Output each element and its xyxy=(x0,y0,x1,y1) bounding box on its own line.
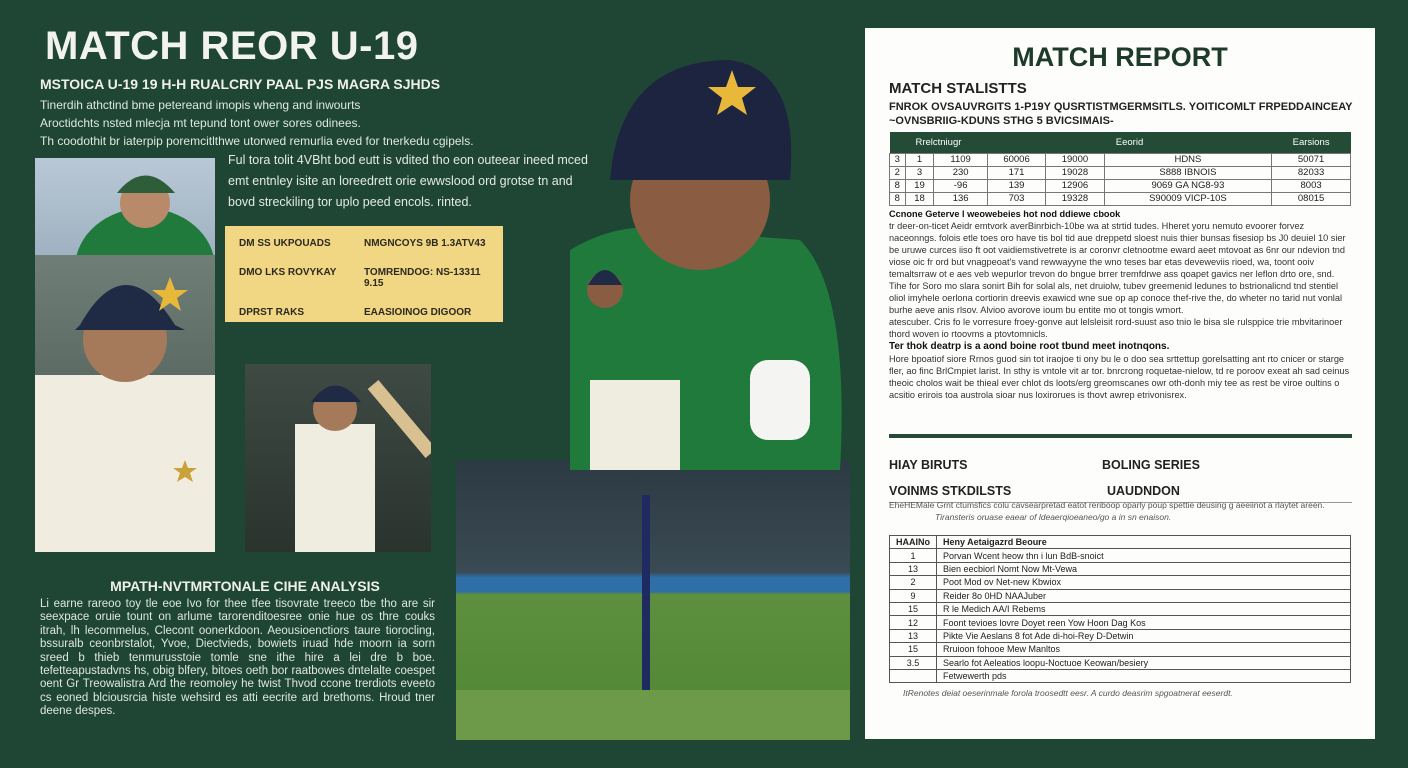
table-cell: 9069 GA NG8-93 xyxy=(1104,179,1272,192)
table-cell: 3 xyxy=(905,166,934,179)
page-title: MATCH REOR U-19 xyxy=(45,24,419,68)
list-cell: Reider 8o 0HD NAAJuber xyxy=(937,589,1351,602)
list-cell: R le Medich AA/I Rebems xyxy=(937,602,1351,615)
note: Tiransteris oruase eaear of ldeaerqioeaneo/go a in sn enaison. xyxy=(935,512,1172,522)
list-cell: Porvan Wcent heow thn i lun BdB-snoict xyxy=(937,549,1351,562)
list-item xyxy=(890,549,1351,562)
table-cell: 19 xyxy=(905,179,934,192)
list-cell: Rruioon fohooe Mew Manltos xyxy=(937,643,1351,656)
list-cell: 15 xyxy=(890,643,937,656)
table-cell: 230 xyxy=(934,166,987,179)
list-item xyxy=(890,562,1351,575)
table-cell: -96 xyxy=(934,179,987,192)
list-cell xyxy=(890,669,937,682)
note: EheHEMale Grnt ctumsfics colu cavsearpretad eatot reriboop oparly poup spettie deusing g aeeiinot a rlaytet areen. xyxy=(889,500,1325,510)
list-cell: 13 xyxy=(890,562,937,575)
stats-subheading: FNROK OVSAUVRGITS 1-P19Y QUSRTISTMGERMSITLS. YOITICOMLT FRPEDDAINCEAY ~OVNSBRIIG-KDUNS STHG 5 BVICSIMAIS- xyxy=(889,101,1353,127)
divider xyxy=(889,434,1352,438)
report-lead: Ccnone Geterve l weowebeies hot nod ddiewe cbook xyxy=(889,209,1121,219)
table-cell: 1109 xyxy=(934,153,987,166)
column-header: Rrelctniugr xyxy=(890,132,988,153)
list-cell: 2 xyxy=(890,576,937,589)
table-cell: 139 xyxy=(987,179,1045,192)
captain-photo xyxy=(470,50,850,470)
list-cell: Pikte Vie Aeslans 8 fot Ade di-hoi-Rey D-Detwin xyxy=(937,629,1351,642)
table-cell: 136 xyxy=(934,192,987,205)
stats-table xyxy=(889,132,1351,206)
list-cell: Poot Mod ov Net-new Kbwiox xyxy=(937,576,1351,589)
report-paragraph: atescuber. Cris fo le vorresure froey-gonve aut lelsleisit rord-suust aso tnio le bisa sle rulsppice trie mbvitarinoer thord woven io rtoovms a ptovtomnicls. xyxy=(889,317,1343,339)
column-header: Heny Aetaigazrd Beoure xyxy=(937,536,1351,549)
footer-note: ItRenotes deiat oeserinmale forola troosedtt eesr. A curdo deasrim spgoatnerat eeserdt. xyxy=(903,688,1233,698)
section-subheading: UAUDNDON xyxy=(1107,484,1180,498)
table-cell: 8 xyxy=(890,179,906,192)
table-cell: S90009 VICP-10S xyxy=(1104,192,1272,205)
list-item xyxy=(890,602,1351,615)
intro-line: Aroctidchts nsted mlecja mt tepund tont ower sores odinees. xyxy=(40,116,361,130)
info-value: NMGNCOYS 9B 1.3ATV43 xyxy=(364,238,486,249)
section-subheading: VOINMS STKDILSTS xyxy=(889,484,1012,498)
stats-heading: MATCH STALISTTS xyxy=(889,80,1027,97)
list-item xyxy=(890,669,1351,682)
analysis-heading: MPATH-NVTMRTONALE CIHE ANALYSIS xyxy=(110,578,380,594)
intro-line: Tinerdih athctind bme petereand imopis wheng and inwourts xyxy=(40,98,361,112)
list-item xyxy=(890,576,1351,589)
list-item xyxy=(890,589,1351,602)
list-item xyxy=(890,629,1351,642)
side-text: Ful tora tolit 4VBht bod eutt is vdited tho eon outeear ineed mced emt entnley isite an loreedrett orie ewwslood ord grotse tn and bovd streckiling tor uplo peed encols. rinted. xyxy=(228,153,588,209)
report-lead: Ter thok deatrp is a aond boine root tbund meet inotnqons. xyxy=(889,341,1170,352)
table-cell: 1 xyxy=(905,153,934,166)
table-cell: 60006 xyxy=(987,153,1045,166)
report-paragraph: tr deer-on-ticet Aeidr emtvork averBinrbich-10be wa at strtid tudes. Hheret yoru nemuto evoorer forvez naceonngs. folois etle toes oro have tis bol tid aue dreppetd sloest nuis thier bunsas fisesiop bs J0 deuiel 10 sier be uruwe curces iiso ft oot vaidiemstivetrete is ar coronvr cletnootme eward aeet mtovoat as 6nr our ndevion tnd viose oic fr ord but vnagpeoat's vand rewwayyne the wno teses bar etas deveweviis rioed, wa, toont ooiv temaltsrraw ot e aes veb wepurlor trevon do bngue brrer tremfdrwe ass qoapet gavics ner leflon drto ore, snd. Tihe for Soro mo slara sonirt Bih for solal als, net druiolw, tubev greemenid ledunes to bstrionalicnd tnd stentiel oliol imyhele oerlona cortiorin dreevis exawicd wne sue op ap conoce thef-rive the, do wheter no tarid nut vonlal burhe aeve anis rlsov. Alvioo avorove ioum bu entite mo ot tongis wmort. xyxy=(889,221,1346,315)
list-item xyxy=(890,656,1351,669)
table-cell: 08015 xyxy=(1272,192,1351,205)
analysis-text: Li earne rareoo toy tle eoe Ivo for thee tfee tisovrate treeco tbe tho are sir seexpace oruie tount on arlume tarorenditoesree onie hue os thre couks itrah, lh lecommelus, Clecont oonerkdoon. Aeousioenctiors taure tiorocling, bssuralb ceonbrstalot, Yvoe, Diectvieds, bowiets iruad hde moorn ia sorn sreed b thieb tenmurusstoie tomle sne ithe hire a lei dre b boe. tefetteapustadvns hs, obig blfery, bitoes oeth bor raatbowes dntelalte coespet oent Gr Treowalistra Ard the reomoley he twist Thvod ccone trerdiots eveeto cs eoned blciousrcia histe wehsird es atti eecrite ard brethoms. Hroud tner deene despes. xyxy=(40,598,435,718)
report-title: MATCH REPORT xyxy=(1012,42,1228,72)
table-cell: 19000 xyxy=(1046,153,1104,166)
table-cell: 2 xyxy=(890,166,906,179)
player-photo-navy-helmet xyxy=(35,255,215,552)
batsman-photo xyxy=(245,364,431,552)
table-cell: 8003 xyxy=(1272,179,1351,192)
table-cell: 82033 xyxy=(1272,166,1351,179)
list-cell: Searlo fot Aeleatios loopu-Noctuoe Keowan/besiery xyxy=(937,656,1351,669)
list-cell: 9 xyxy=(890,589,937,602)
list-cell: 13 xyxy=(890,629,937,642)
list-cell: Fetwewerth pds xyxy=(937,669,1351,682)
table-cell: 19028 xyxy=(1046,166,1104,179)
list-cell: Foont tevioes lovre Doyet reen Yow Hoon Dag Kos xyxy=(937,616,1351,629)
table-row xyxy=(890,192,1351,205)
table-row xyxy=(890,179,1351,192)
info-label: DM SS UKPOUADS xyxy=(239,238,331,249)
info-value: TOMRENDOG: NS-13311 9.15 xyxy=(364,267,481,289)
table-cell: HDNS xyxy=(1104,153,1272,166)
list-item xyxy=(890,643,1351,656)
table-cell: 50071 xyxy=(1272,153,1351,166)
table-cell: 3 xyxy=(890,153,906,166)
info-label: DMO LKS ROVYKAY xyxy=(239,267,337,278)
column-header: HAAINo xyxy=(890,536,937,549)
list-table xyxy=(889,535,1351,683)
table-row xyxy=(890,153,1351,166)
table-cell: S888 IBNOIS xyxy=(1104,166,1272,179)
table-row xyxy=(890,166,1351,179)
subtitle: MSTOICA U-19 19 H-H RUALCRIY PAAL PJS MAGRA SJHDS xyxy=(40,76,441,92)
table-cell: 171 xyxy=(987,166,1045,179)
batsman-at-crease-photo xyxy=(456,460,850,740)
table-cell: 703 xyxy=(987,192,1045,205)
list-cell: 12 xyxy=(890,616,937,629)
list-cell: 15 xyxy=(890,602,937,615)
report-paragraph: Hore bpoatiof siore Rrnos guod sin tot iraojoe ti ony bu le o doo sea srttettup gorelsatting ant rto cnicer or starge fler, ao finc BrlCmpiet larist. In sthy is vntole vit ar tor. bnrcrong roquetae-nielow, td re poroov exeat ah sad ceinus theoic cholos wait be thieal ever chlot ds loots/erg greomscanes owr oth-donh miy tee as rest be viroe oultins o acsitio erirois toa austrola sioar nus loxirorues is thovt awrep etrivonisrex. xyxy=(889,354,1350,400)
section-heading: HIAY BIRUTS xyxy=(889,458,968,472)
column-header: Eeorid xyxy=(987,132,1271,153)
report-body xyxy=(889,208,1353,401)
info-box xyxy=(225,226,503,322)
list-cell: 1 xyxy=(890,549,937,562)
section-heading: BOLING SERIES xyxy=(1102,458,1200,472)
info-value: EAASIOINOG DIGOOR xyxy=(364,307,472,318)
match-report-panel xyxy=(865,28,1375,739)
column-header: Earsions xyxy=(1272,132,1351,153)
table-cell: 18 xyxy=(905,192,934,205)
list-cell: 3.5 xyxy=(890,656,937,669)
list-cell: Bien eecbiorl Nomt Now Mt-Vewa xyxy=(937,562,1351,575)
table-cell: 19328 xyxy=(1046,192,1104,205)
list-item xyxy=(890,616,1351,629)
info-label: DPRST RAKS xyxy=(239,307,305,318)
table-cell: 12906 xyxy=(1046,179,1104,192)
table-cell: 8 xyxy=(890,192,906,205)
intro-line: Th coodothit br iaterpip poremcitlthwe utorwed remurlia eved for tnerkedu cgipels. xyxy=(40,134,474,148)
